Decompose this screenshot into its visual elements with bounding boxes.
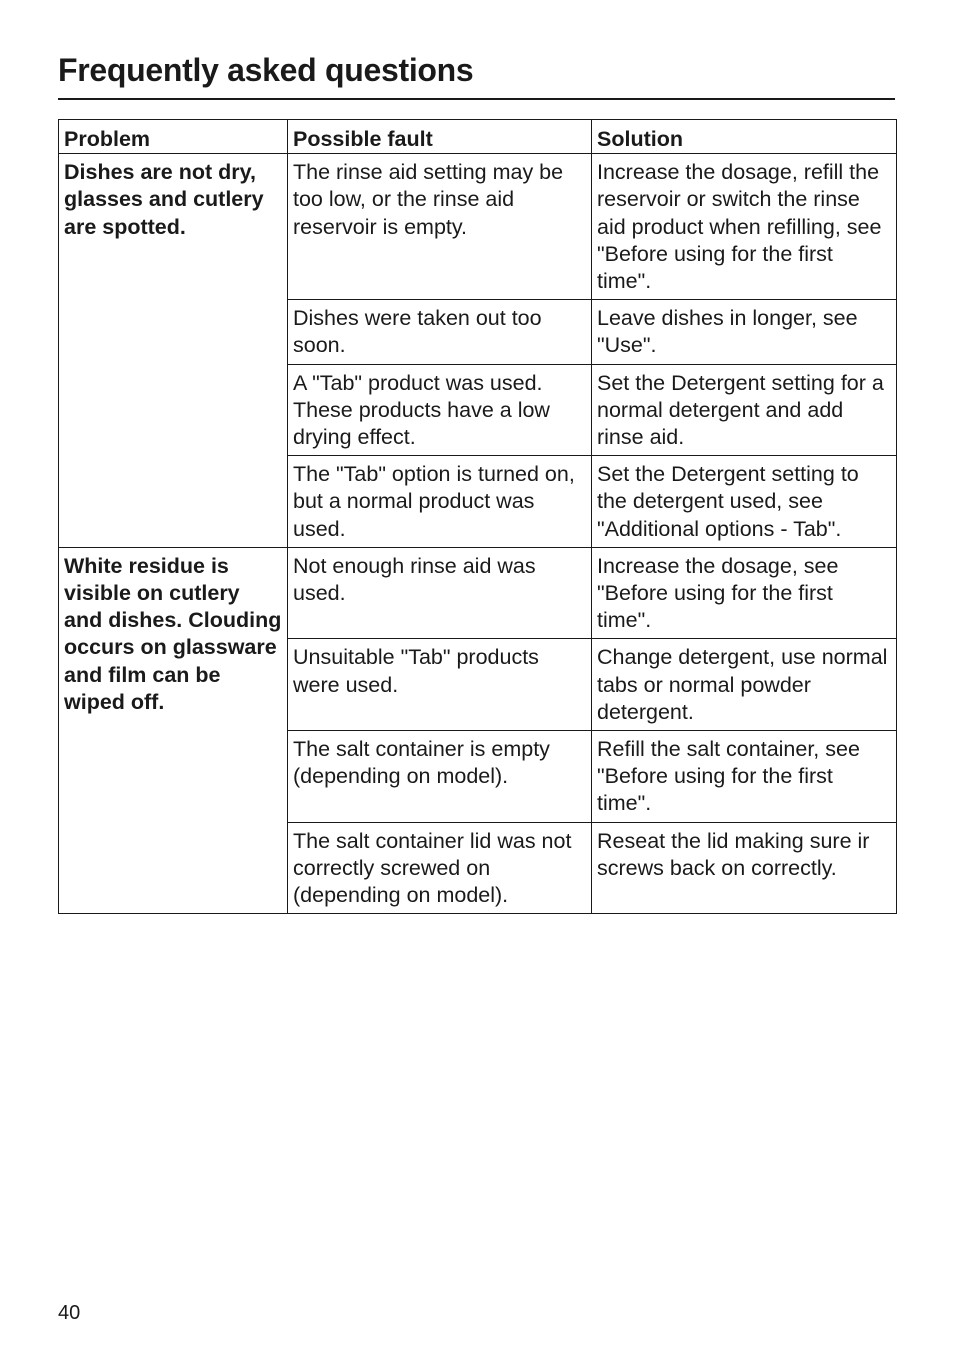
solution-cell: Set the Detergent setting for a normal detergent and add rinse aid. [592, 364, 897, 456]
solution-cell: Refill the salt container, see "Before using for the first time". [592, 731, 897, 823]
fault-cell: The salt container is empty (depending on model). [288, 731, 592, 823]
solution-cell: Increase the dosage, see "Before using for the first time". [592, 547, 897, 639]
page-title: Frequently asked questions [58, 52, 474, 88]
solution-cell: Set the Detergent setting to the detergent used, see "Additional options - Tab". [592, 456, 897, 548]
fault-cell: Dishes were taken out too soon. [288, 300, 592, 364]
column-header-solution: Solution [592, 120, 897, 154]
page-number: 40 [58, 1302, 81, 1324]
solution-cell: Increase the dosage, refill the reservoir or switch the rinse aid product when refilling, see "Before using for the first time". [592, 154, 897, 300]
fault-cell: The rinse aid setting may be too low, or the rinse aid reservoir is empty. [288, 154, 592, 300]
fault-cell: A "Tab" product was used. These products have a low drying effect. [288, 364, 592, 456]
table-row [59, 154, 897, 300]
solution-cell: Reseat the lid making sure ir screws back on correctly. [592, 822, 897, 914]
fault-cell: The salt container lid was not correctly screwed on (depending on model). [288, 822, 592, 914]
solution-cell: Change detergent, use normal tabs or normal powder detergent. [592, 639, 897, 731]
table-header-row [59, 120, 897, 154]
column-header-problem: Problem [59, 120, 288, 154]
solution-cell: Leave dishes in longer, see "Use". [592, 300, 897, 364]
problem-cell: Dishes are not dry, glasses and cutlery are spotted. [59, 154, 288, 548]
fault-cell: Not enough rinse aid was used. [288, 547, 592, 639]
faq-table [58, 119, 897, 914]
column-header-possible-fault: Possible fault [288, 120, 592, 154]
fault-cell: The "Tab" option is turned on, but a normal product was used. [288, 456, 592, 548]
problem-cell: White residue is visible on cutlery and dishes. Clouding occurs on glassware and film can be wiped off. [59, 547, 288, 913]
table-row [59, 547, 897, 639]
fault-cell: Unsuitable "Tab" products were used. [288, 639, 592, 731]
title-divider [58, 98, 895, 100]
